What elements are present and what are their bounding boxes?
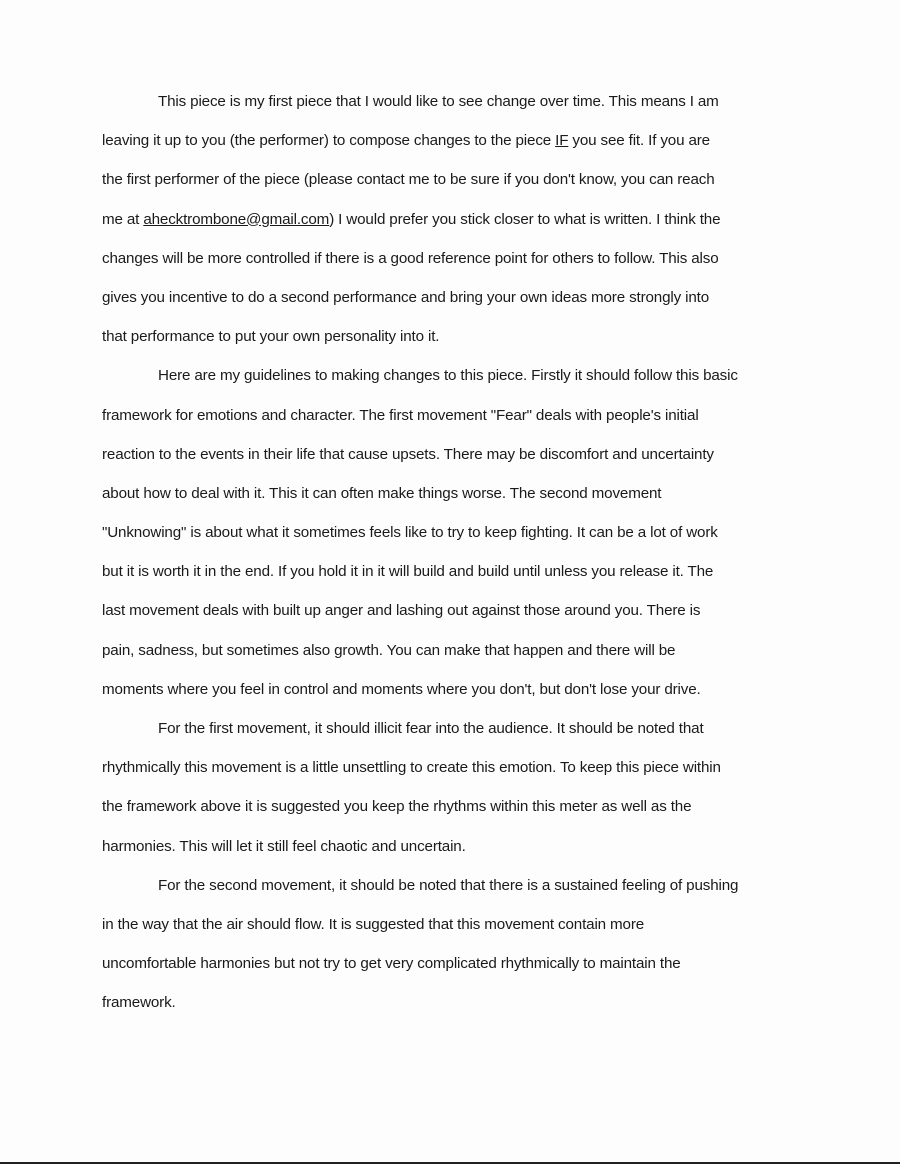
text-line: For the second movement, it should be noted that there is a sustained feeling of pushing <box>158 876 739 894</box>
text-line: gives you incentive to do a second performance and bring your own ideas more strongly into <box>102 288 710 306</box>
text-line: leaving it up to you (the performer) to compose changes to the piece IF you see fit. If you are <box>102 132 710 150</box>
text-line: moments where you feel in control and moments where you don't, but don't lose your drive. <box>102 680 701 698</box>
emphasis-if: IF <box>555 132 569 150</box>
text-line: the first performer of the piece (please contact me to be sure if you don't know, you can reach <box>102 171 715 189</box>
paragraph-4 <box>102 866 812 1023</box>
text-line: reaction to the events in their life that cause upsets. There may be discomfort and uncertainty <box>102 445 714 463</box>
text-line: about how to deal with it. This it can often make things worse. The second movement <box>102 484 662 502</box>
text-line: "Unknowing" is about what it sometimes feels like to try to keep fighting. It can be a lot of work <box>102 524 718 542</box>
document-body <box>102 82 812 1023</box>
text-line: pain, sadness, but sometimes also growth. You can make that happen and there will be <box>102 641 676 659</box>
text-line: rhythmically this movement is a little unsettling to create this emotion. To keep this piece within <box>102 759 721 777</box>
paragraph-2 <box>102 356 812 709</box>
text-line: This piece is my first piece that I would like to see change over time. This means I am <box>158 93 719 110</box>
text-line: last movement deals with built up anger and lashing out against those around you. There is <box>102 602 701 620</box>
text-line: in the way that the air should flow. It is suggested that this movement contain more <box>102 915 645 933</box>
text-line: that performance to put your own personality into it. <box>102 328 440 346</box>
text-line: framework for emotions and character. The first movement "Fear" deals with people's initial <box>102 406 699 424</box>
text-line: harmonies. This will let it still feel chaotic and uncertain. <box>102 837 466 855</box>
text-line: but it is worth it in the end. If you hold it in it will build and build until unless you release it. The <box>102 563 714 581</box>
text-line: changes will be more controlled if there is a good reference point for others to follow. This also <box>102 249 719 267</box>
text-line: For the first movement, it should illicit fear into the audience. It should be noted that <box>158 720 704 737</box>
paragraph-1 <box>102 82 812 356</box>
text-line: Here are my guidelines to making changes to this piece. Firstly it should follow this basic <box>158 367 738 385</box>
text-line: me at ahecktrombone@gmail.com) I would prefer you stick closer to what is written. I think the <box>102 210 721 228</box>
text-line: uncomfortable harmonies but not try to get very complicated rhythmically to maintain the <box>102 955 681 973</box>
email-link[interactable]: ahecktrombone@gmail.com <box>143 210 330 228</box>
text-line: the framework above it is suggested you keep the rhythms within this meter as well as the <box>102 798 692 816</box>
text-line: framework. <box>102 994 176 1012</box>
paragraph-3 <box>102 709 812 866</box>
